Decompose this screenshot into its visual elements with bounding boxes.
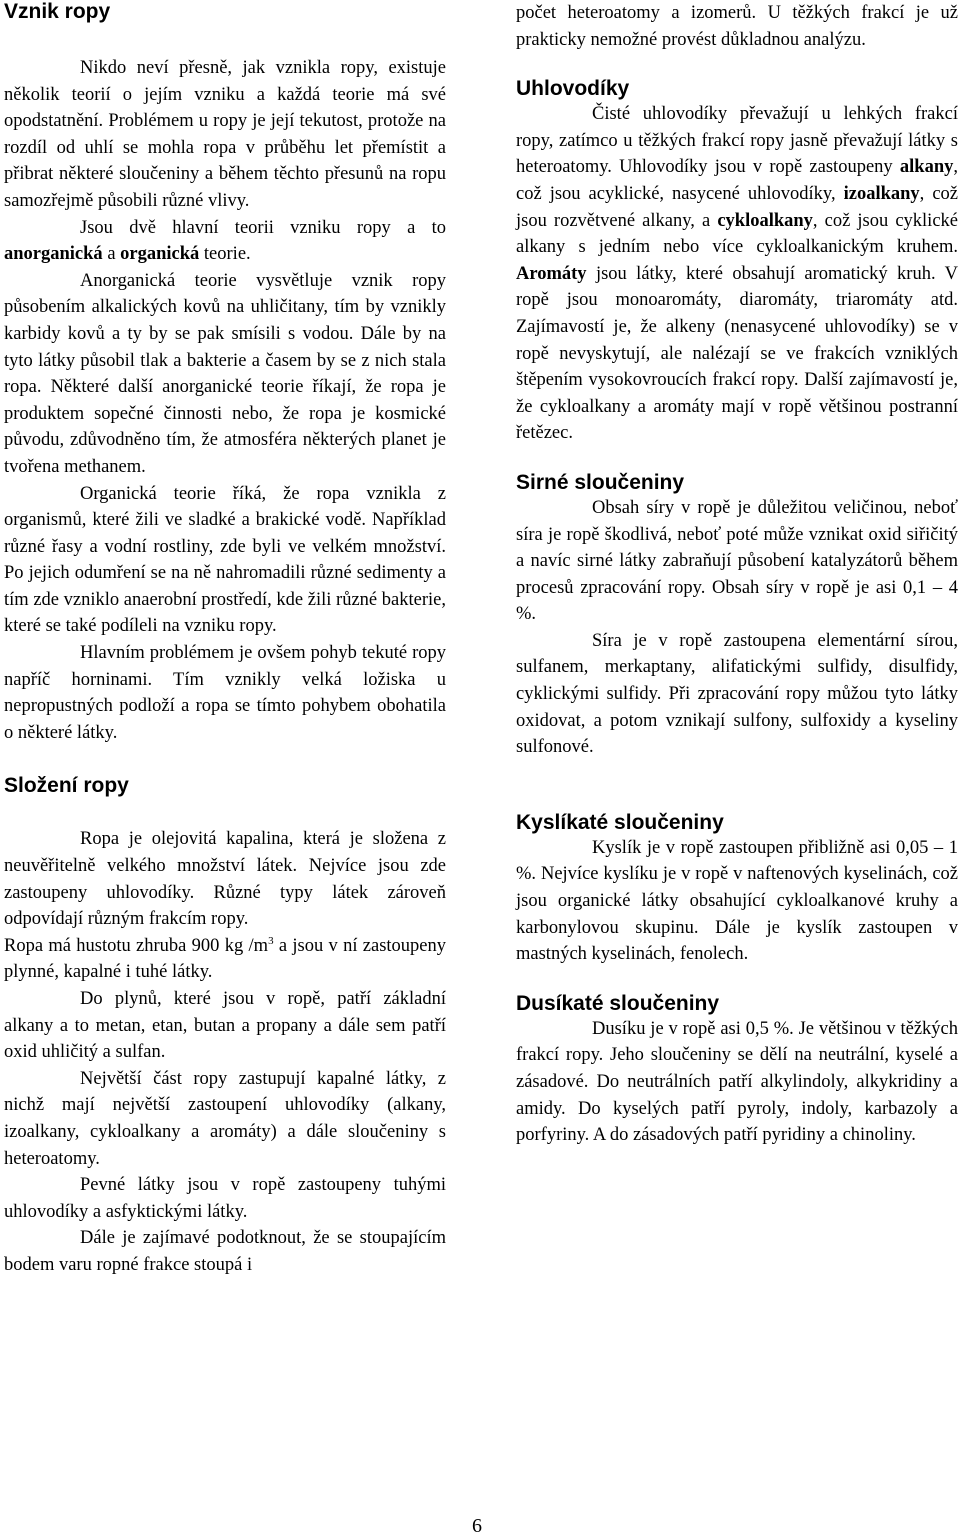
term-anorganicka: anorganická xyxy=(4,244,103,265)
paragraph-solids: Pevné látky jsou v ropě zastoupeny tuhými uhlovodíky a asfyktickými látky. xyxy=(4,1175,446,1222)
left-column xyxy=(4,0,446,1279)
paragraph-hydrocarbons xyxy=(516,101,958,447)
paragraph-sulfur-content: Obsah síry v ropě je důležitou veličinou, neboť síra je ropě škodlivá, neboť poté může vznikat oxid siřičitý a navíc sirné látky zabraňují působení katalyzátorů během procesů zpracování ropy. Obsah síry v ropě je asi 0,1 – 4 %. xyxy=(516,497,958,625)
heading-slozeni-ropy: Složení ropy xyxy=(4,774,129,798)
paragraph-oxygen: Kyslík je v ropě zastoupen přibližně asi 0,05 – 1 %. Nejvíce kyslíku je v ropě v naftenových kyselinách, což jsou organické látky obsahující cykloalkanové kruhy a karbonylovou skupinu. Dále je kyslík zastoupen v mastných kyselinách, fenolech. xyxy=(516,837,958,965)
heading-vznik-ropy: Vznik ropy xyxy=(4,0,111,23)
heading-sirne-slouceniny: Sirné sloučeniny xyxy=(516,470,685,494)
heading-uhlovodiky: Uhlovodíky xyxy=(516,77,630,101)
paragraph-continuation: počet heteroatomy a izomerů. U těžkých frakcí je už prakticky nemožné provést důkladnou analýzu. xyxy=(516,3,958,50)
superscript: 3 xyxy=(268,934,274,947)
paragraph-organic-theory: Organická teorie říká, že ropa vznikla z organismů, které žili ve sladké a brakické vodě. Například různé řasy a vodní rostliny, zde byli ve velkém množství. Po jejich odumření se na ně nahromadili různé sedimenty a tím zde vzniklo anaerobní prostředí, kde žili různé bakterie, které se také podíleli na vzniku ropy. xyxy=(4,483,446,637)
text: Ropa má hustotu zhruba 900 kg /m xyxy=(4,935,269,956)
term-alkany: alkany xyxy=(899,157,954,178)
term-organicka: organická xyxy=(120,244,200,265)
paragraph-migration: Hlavním problémem je ovšem pohyb tekuté ropy napříč horninami. Tím vznikly velká ložiska u nepropustných podloží a ropa se tímto pohybem obohatila o některé látky. xyxy=(4,643,446,743)
paragraph-intro: Nikdo neví přesně, jak vznikla ropy, existuje několik teorií o jejím vzniku a každá teorie má své opodstatnění. Problémem u ropy je její tekutost, protože na rozdíl od uhlí se mohla ropa v průběhu let přemístit a přibrat některé sloučeniny a během těchto přesunů na ropu samozřejmě působili různé vlivy. xyxy=(4,58,446,211)
text: Čisté uhlovodíky převažují u lehkých frakcí ropy, zatímco u těžkých frakcí ropy jasně převažují látky s heteroatomy. Uhlovodíky jsou v ropě zastoupeny xyxy=(516,104,958,178)
text: , což jsou acyklické, nasycené uhlovodíky, xyxy=(516,157,958,204)
text: Jsou dvě hlavní teorii vzniku ropy a to xyxy=(80,217,446,238)
heading-dusikate-slouceniny: Dusíkaté sloučeniny xyxy=(516,991,720,1015)
paragraph-gases: Do plynů, které jsou v ropě, patří základní alkany a to metan, etan, butan a propany a dále sem patří oxid uhličitý a sulfan. xyxy=(4,989,446,1063)
paragraph-two-theories xyxy=(4,215,446,268)
paragraph-anorganic-theory: Anorganická teorie vysvětluje vznik ropy působením alkalických kovů na uhličitany, tím by vznikly karbidy kovů a ty by se pak smísili s vodou. Dále by na tyto látky působil tlak a bakterie a časem by se z nich stala ropa. Některé další anorganické teorie říkají, že ropa je produktem sopečné činnosti nebo, že ropa je kosmické původu, zdůvodněno tím, že atmosféra některých planet je tvořena methanem. xyxy=(4,270,446,477)
right-column xyxy=(516,0,958,1149)
text: teorie. xyxy=(199,244,251,265)
paragraph-liquids: Největší část ropy zastupují kapalné látky, z nichž mají největší zastoupení uhlovodíky (alkany, izoalkany, cykloalkany a aromáty) a dále sloučeniny s heteroatomy. xyxy=(4,1068,446,1169)
text: , což jsou rozvětvené alkany, a xyxy=(516,183,958,231)
text: jsou látky, které obsahují aromatický kruh. V ropě jsou monoaromáty, diaromáty, triaromáty atd. Zajímavostí je, že alkeny (nenasycené uhlovodíky) se v ropě nevyskytují, ale nalézají se ve frakcích vzniklých štěpením vysokovroucích frakcí ropy. Další zajímavostí je, že cykloalkany a aromáty mají v ropě většinou postranní řetězec. xyxy=(516,263,958,444)
paragraph-sulfur-forms: Síra je v ropě zastoupena elementární sírou, sulfanem, merkaptany, alifatickými sulfidy, disulfidy, cyklickými sulfidy. Při zpracování ropy můžou tyto látky oxidovat, a potom vznikají sulfony, sulfoxidy a kyseliny sulfonové. xyxy=(516,630,958,758)
paragraph-boiling-point: Dále je zajímavé podotknout, že se stoupajícím bodem varu ropné frakce stoupá i xyxy=(4,1228,446,1275)
text: a xyxy=(102,244,121,265)
text: , což jsou cyklické alkany s jedním nebo více cykloalkanickým kruhem. xyxy=(516,210,958,258)
paragraph-density xyxy=(4,933,446,986)
paragraph-nitrogen: Dusíku je v ropě asi 0,5 %. Je většinou v těžkých frakcí ropy. Jeho sloučeniny se dělí na neutrální, kyselé a zásadové. Do neutrálních patří alkylindoly, alkykridiny a amidy. Do kyselých patří pyroly, indoly, karbazoly a porfyriny. A do zásadových patří pyridiny a chinoliny. xyxy=(516,1018,958,1146)
heading-kyslikate-slouceniny: Kyslíkaté sloučeniny xyxy=(516,810,724,834)
term-cykloalkany: cykloalkany xyxy=(717,210,813,231)
term-aromaty: Aromáty xyxy=(516,263,587,284)
text: a jsou v ní zastoupeny plynné, kapalné i tuhé látky. xyxy=(4,935,446,983)
paragraph-composition: Ropa je olejovitá kapalina, která je složena z neuvěřitelně velkého množství látek. Nejvíce jsou zde zastoupeny uhlovodíky. Různé typy látek zároveň odpovídají různým frakcím ropy. xyxy=(4,829,446,930)
term-izoalkany: izoalkany xyxy=(843,183,920,204)
page-number: 6 xyxy=(472,1515,482,1537)
